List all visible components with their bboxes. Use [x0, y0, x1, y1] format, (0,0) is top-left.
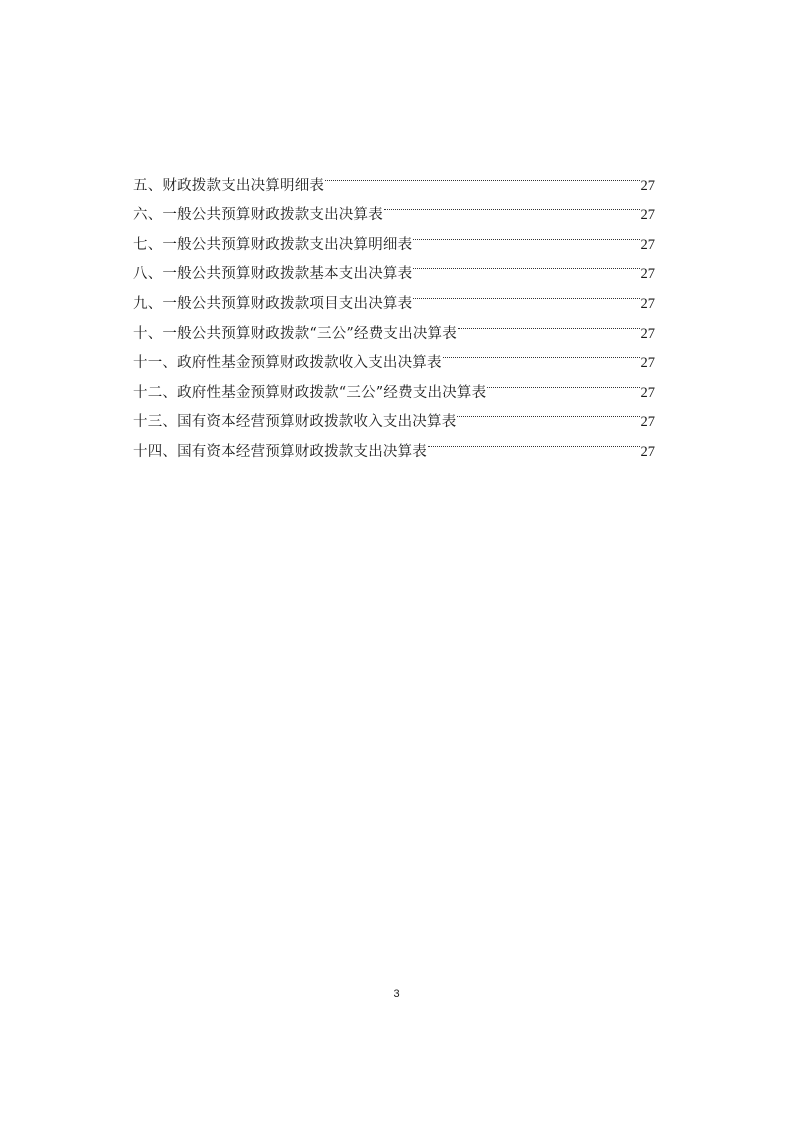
toc-dot-leader — [487, 367, 639, 397]
toc-entry-page: 27 — [640, 295, 655, 312]
toc-dot-leader — [325, 160, 639, 190]
toc-entry-title: 十、一般公共预算财政拨款“三公”经费支出决算表 — [133, 325, 457, 342]
toc-entry-page: 27 — [640, 177, 655, 194]
toc-entry-page: 27 — [640, 443, 655, 460]
toc-dot-leader — [443, 338, 640, 368]
toc-dot-leader — [457, 397, 639, 427]
toc-entry-page: 27 — [640, 384, 655, 401]
toc-entry-page: 27 — [640, 355, 655, 372]
toc-entry[interactable] — [133, 160, 655, 194]
toc-entry-title: 五、财政拨款支出决算明细表 — [133, 177, 325, 194]
page-number: 3 — [393, 988, 400, 1000]
toc-entry-page: 27 — [640, 266, 655, 283]
toc-dot-leader — [458, 308, 640, 338]
toc-entry-title: 七、一般公共预算财政拨款支出决算明细表 — [133, 236, 413, 253]
toc-entry-title: 十四、国有资本经营预算财政拨款支出决算表 — [133, 443, 427, 460]
toc-entry-title: 十三、国有资本经营预算财政拨款收入支出决算表 — [133, 414, 457, 431]
toc-entry-title: 十一、政府性基金预算财政拨款收入支出决算表 — [133, 355, 442, 372]
toc-dot-leader — [413, 249, 639, 279]
toc-dot-leader — [428, 426, 640, 456]
toc-entry-page: 27 — [640, 236, 655, 253]
toc-entry-title: 六、一般公共预算财政拨款支出决算表 — [133, 207, 383, 224]
table-of-contents — [133, 160, 655, 460]
toc-entry-title: 九、一般公共预算财政拨款项目支出决算表 — [133, 295, 413, 312]
toc-dot-leader — [413, 278, 639, 308]
toc-entry-title: 十二、政府性基金预算财政拨款“三公”经费支出决算表 — [133, 384, 487, 401]
toc-entry-page: 27 — [640, 207, 655, 224]
toc-entry-page: 27 — [640, 414, 655, 431]
toc-dot-leader — [413, 219, 639, 249]
toc-dot-leader — [384, 190, 640, 220]
toc-entry-page: 27 — [640, 325, 655, 342]
toc-entry-title: 八、一般公共预算财政拨款基本支出决算表 — [133, 266, 413, 283]
